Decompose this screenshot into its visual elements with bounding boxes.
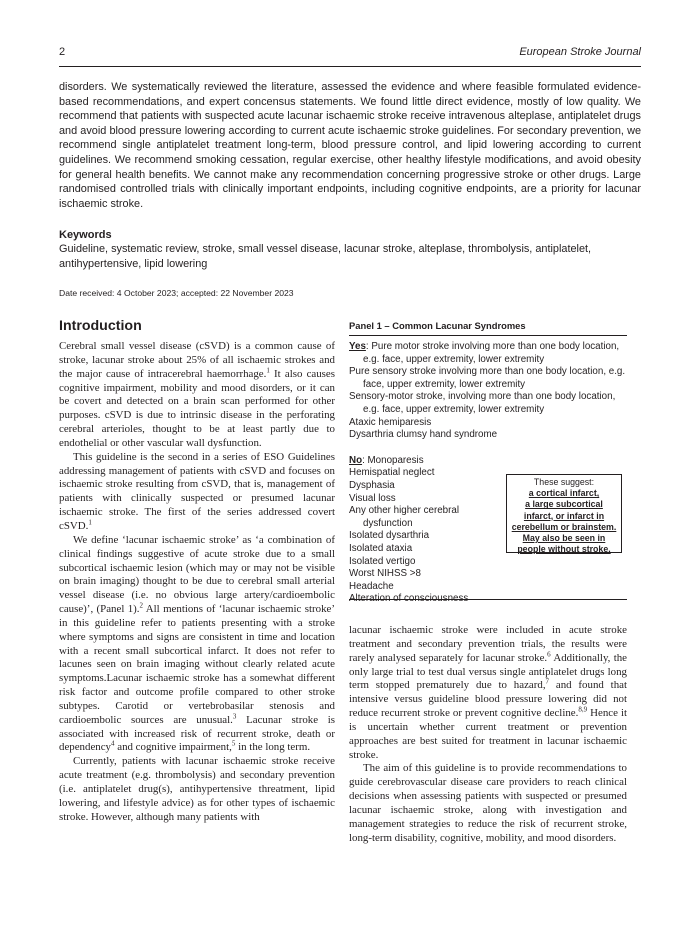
intro-paragraph-3: [59, 534, 335, 756]
note-line: a large subcortical: [525, 499, 603, 510]
citation-ref: 1: [266, 366, 270, 375]
panel-yes-item: [349, 341, 629, 366]
panel-no-item: Isolated vertigo: [349, 555, 416, 567]
text-span: This guideline is the second in a series of ESO Guidelines addressing management of patients with cSVD and focuses on ischaemic stroke resulting from cSVD, that is, management of patients with clinically suspected or presumed lacunar ischaemic stroke. The first of the series addressed covert cSVD.: [59, 450, 335, 532]
panel-no-item: Worst NIHSS >8: [349, 568, 421, 580]
text-span: Additionally, the only large trial to test dual versus single antiplatelet drugs long term stopped prematurely due to hazard,: [349, 651, 627, 692]
citation-ref: 2: [139, 601, 144, 610]
panel-yes-item: Ataxic hemiparesis: [349, 416, 432, 428]
page-number: 2: [59, 46, 66, 58]
note-lead: These suggest:: [533, 477, 595, 487]
citation-ref: 6: [547, 650, 551, 659]
citation-ref: 3: [232, 712, 237, 721]
text-span: All mentions of ‘lacunar ischaemic stroke’ in this guideline refer to patients presenting with a stroke where symptoms and signs are consistent in time and location with a recent small subcortical infarct. It does not refer to lacunes seen on brain imaging without clearly related acute symptoms.Lacunar ischaemic stroke has a somewhat different risk factor and outcome profile compared to other stroke subtypes. Carotid or vertebrobasilar stenosis and cardioembolic sources are unusual.: [59, 603, 335, 726]
introduction-heading: Introduction: [59, 318, 142, 334]
text-span: and cognitive impairment,: [114, 741, 232, 754]
note-line: a cortical infarct,: [528, 488, 600, 499]
text-span: Cerebral small vessel disease (cSVD) is a common cause of stroke, lacunar stroke about 25% of all ischaemic strokes and the major cause of intracerebral haemorrhage.: [59, 340, 335, 380]
text-span: lacunar ischaemic stroke were included in acute stroke treatment and secondary prevention trials, the results were rarely analysed separately for lacunar stroke.: [349, 624, 627, 664]
citation-ref: 5: [231, 739, 236, 748]
yes-label: Yes: [349, 341, 366, 352]
panel-no-item: Headache: [349, 580, 394, 592]
panel-yes-item: Dysarthria clumsy hand syndrome: [349, 429, 498, 441]
text-span: The aim of this guideline is to provide recommendations to guide cerebrovascular disease care providers to reach clinical decisions when assessing patients with suspected or presumed lacunar ischaemic stroke, along with investigation and management strategies to reduce the risk of recurrent stroke, long-term disability, cognitive, mobility, and mood disorders.: [349, 762, 627, 844]
panel-no-item: Isolated dysarthria: [349, 530, 430, 542]
note-line: people without stroke.: [517, 544, 611, 555]
list-item-text: : Monoparesis: [362, 454, 424, 466]
body-paragraph-2: [349, 762, 627, 845]
panel-yes-item: Pure sensory stroke involving more than one body location, e.g. face, upper extremity, lower extremity: [349, 366, 626, 390]
panel-title: Panel 1 – Common Lacunar Syndromes: [349, 320, 526, 331]
text-span: and found that intensive versus guideline blood pressure lowering did not reduce recurrent stroke or prevent cognitive decline.: [349, 679, 628, 720]
intro-paragraph-2: [59, 451, 335, 534]
citation-ref: 8,9: [578, 705, 588, 714]
text-span: Lacunar stroke is associated with increased risk of recurrent stroke, death or dependency: [59, 713, 335, 754]
no-label: No: [349, 454, 363, 466]
text-span: Hence it is uncertain whether current treatment or prevention approaches are best suited for treatment in lacunar ischaemic stroke.: [349, 707, 627, 761]
abstract-text: disorders. We systematically reviewed the literature, assessed the evidence and where feasible formulated evidence-based recommendations, and expert concensus statements. We found little direct evidence, mostly of low quality. We recommend that patients with suspected acute lacunar ischaemic stroke receive intravenous alteplase, antiplatelet drugs and avoid blood pressure lowering according to current acute ischaemic stroke guidelines. For secondary prevention, we recommend single antiplatelet treatment long-term, blood pressure control, and lipid lowering according to current guidelines. We recommend smoking cessation, regular exercise, other healthy lifestyle modifications, and avoid obesity for general health benefits. We cannot make any recommendation concerning progressive stroke or other drugs. Large randomised controlled trials with clinically important endpoints, including cognitive endpoints, are a priority for lacunar ischaemic stroke.: [59, 81, 641, 210]
keywords-heading: Keywords: [59, 229, 112, 241]
note-line: infarct, or infarct in: [523, 510, 605, 521]
header-rule: [59, 66, 641, 67]
text-span: We define ‘lacunar ischaemic stroke’ as ‘a combination of clinical findings suggestive of acute stroke due to a small subcortical ischaemic lesion (which may or may not be visible on brain imaging) thought to be due to cerebral small arterial vessel disease (i.e. no obvious large artery/cardioembolic cause)’, (Panel 1).: [59, 533, 335, 616]
intro-paragraph-4: [59, 755, 335, 824]
panel-no-item: Dysphasia: [349, 479, 395, 491]
panel-bottom-rule: [349, 599, 627, 600]
panel-top-rule: [349, 335, 627, 336]
date-received: Date received: 4 October 2023; accepted: 22 November 2023: [59, 288, 294, 298]
panel-no-item: [349, 455, 629, 468]
panel-note-box: [506, 474, 622, 553]
citation-ref: 4: [111, 739, 115, 748]
panel-no-item: Any other higher cerebral dysfunction: [349, 505, 460, 529]
intro-paragraph-1: [59, 340, 335, 451]
running-head: [59, 46, 641, 62]
panel-yes-item: Sensory-motor stroke, involving more than one body location, e.g. face, upper extremity, lower extremity: [349, 391, 616, 415]
list-spacer: [349, 442, 629, 455]
text-span: Currently, patients with lacunar ischaemic stroke receive acute treatment (e.g. thrombolysis) and secondary prevention (i.e. antiplatelet drug(s), antihypertensive threatment, lipid lowering, and lifestyle advice) as for other types of ischaemic stroke. However, although many patients with: [59, 755, 335, 823]
note-line: May also be seen in: [522, 533, 606, 544]
note-line: cerebellum or brainstem.: [511, 521, 617, 532]
citation-ref: 7: [545, 677, 550, 686]
citation-ref: 1: [88, 518, 92, 527]
keywords-text: Guideline, systematic review, stroke, small vessel disease, lacunar stroke, alteplase, thrombolysis, antiplatelet, antihypertensive, lipid lowering: [59, 243, 592, 270]
panel-no-item: Hemispatial neglect: [349, 467, 435, 479]
panel-no-item: Alteration of consciousness: [349, 593, 469, 605]
body-paragraph-1: [349, 624, 627, 762]
left-column: [59, 340, 335, 825]
journal-title: European Stroke Journal: [519, 46, 641, 58]
text-span: in the long term.: [235, 741, 311, 754]
right-column: [349, 624, 627, 846]
panel-no-item: Visual loss: [349, 492, 396, 504]
panel-no-item: Isolated ataxia: [349, 542, 413, 554]
list-item-text: : Pure motor stroke involving more than one body location, e.g. face, upper extremity, lower extremity: [363, 341, 620, 365]
text-span: It also causes cognitive impairment, mobility and mood disorders, or it can be covert and detected on a brain scan performed for other purposes. cSVD is due to intrinsic disease in the perforating cerebral arterioles, thought to be at least partly due to endothelial or other vascular wall dysfunction.: [59, 367, 335, 449]
